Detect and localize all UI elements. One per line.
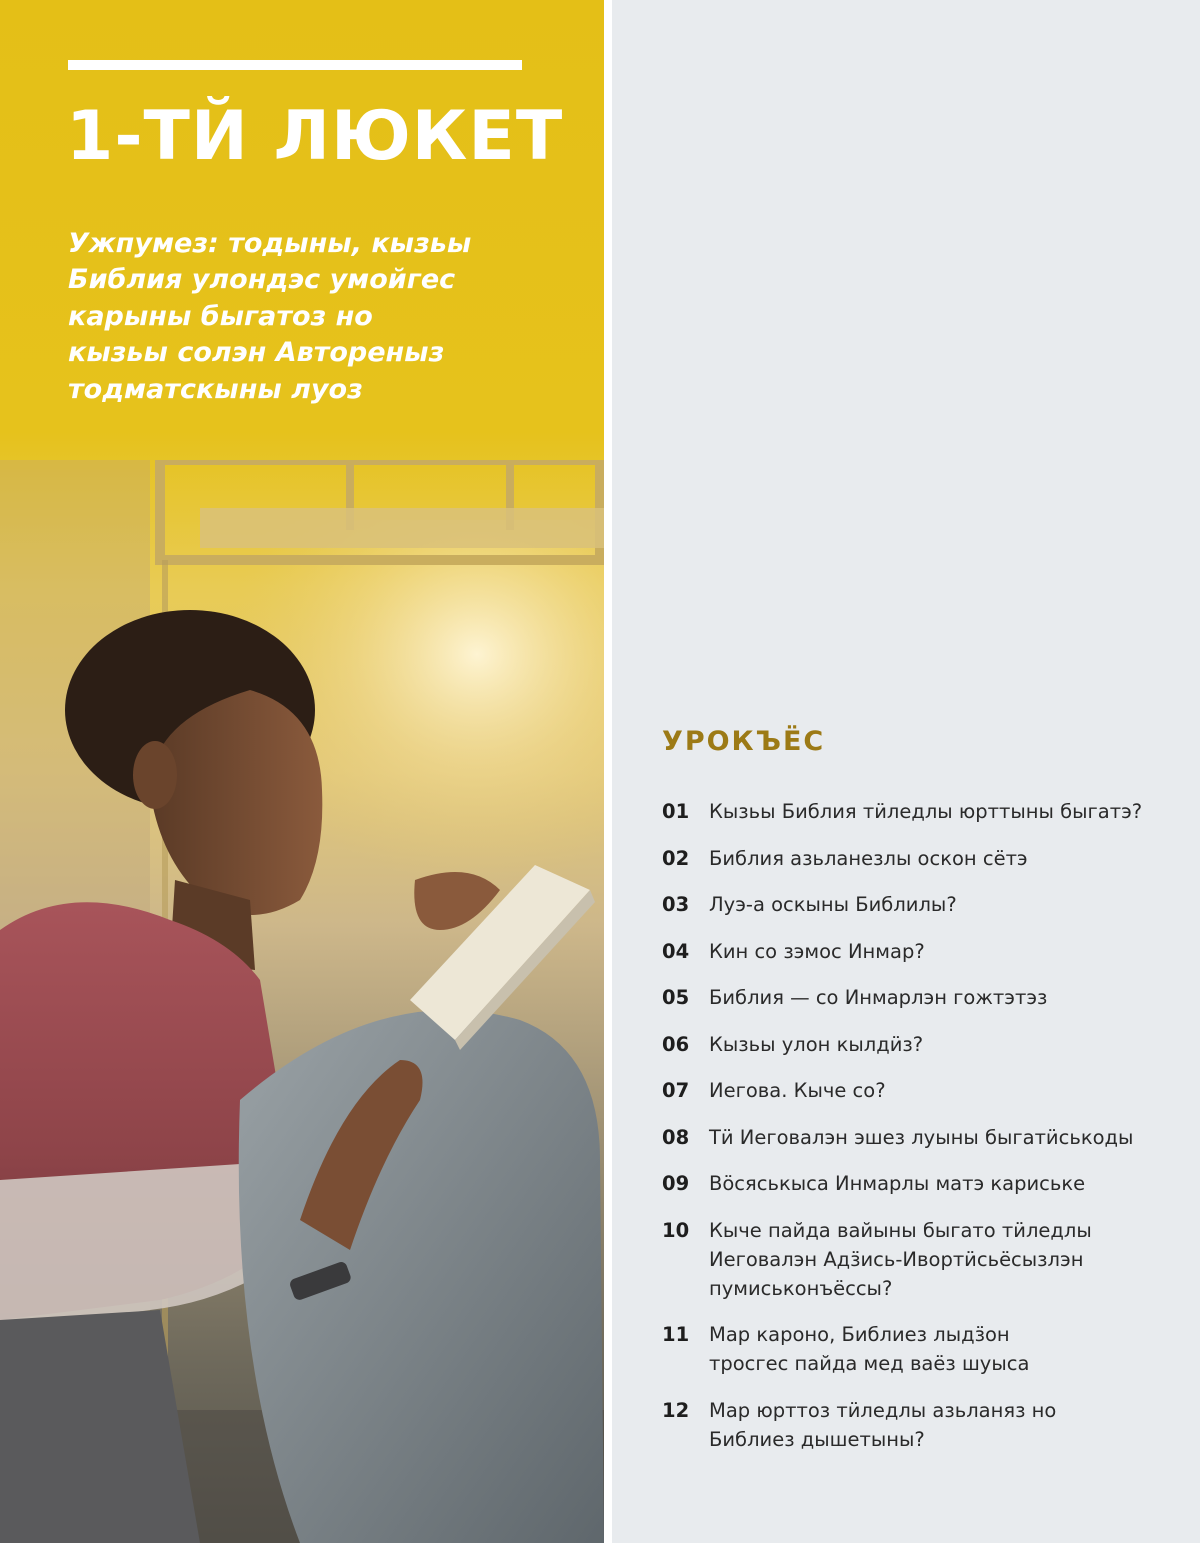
lesson-number: 03 [662, 893, 690, 916]
lesson-title: Мар юрттоз тӥледлы азьланяз но Библиез дышетыны? [709, 1398, 1057, 1451]
lesson-number: 07 [662, 1079, 690, 1102]
lesson-title: Кыче пайда вайыны быгато тӥледлы Иеговалэн Адӟись-Ивортӥсьёсызлэн пумиськонъёссы? [709, 1218, 1092, 1300]
lesson-title: Мар кароно, Библиез лыдӟон тросгес пайда мед ваёз шуыса [709, 1323, 1030, 1375]
lesson-item [662, 1030, 1182, 1059]
part-title: 1-ТЙ ЛЮКЕТ [66, 97, 564, 176]
panel-divider [604, 0, 612, 1543]
lesson-number: 10 [662, 1218, 690, 1242]
lesson-item [662, 1076, 1182, 1105]
lesson-item [662, 983, 1182, 1012]
lesson-item [662, 1216, 1182, 1303]
lesson-item [662, 1169, 1182, 1198]
lesson-title: Кызьы Библия тӥледлы юрттыны быгатэ? [709, 800, 1143, 823]
lesson-number: 02 [662, 846, 690, 870]
lesson-list [662, 797, 1182, 1471]
lesson-title: Луэ-а оскыны Библилы? [709, 893, 957, 916]
lesson-title: Кин со зэмос Инмар? [709, 939, 925, 963]
lesson-number: 11 [662, 1323, 690, 1346]
lesson-title: Кызьы улон кылдӥз? [709, 1032, 924, 1056]
lesson-title: Библия — со Инмарлэн гожтэтэз [709, 986, 1048, 1009]
part-subtitle: Ужпумез: тодыны, кызьы Библия улондэс умойгес карыны быгатоз но кызьы солэн Автореныз тодматскыны луоз [68, 228, 472, 405]
lesson-number: 06 [662, 1032, 690, 1056]
lesson-number: 09 [662, 1172, 690, 1195]
lesson-item [662, 1123, 1182, 1152]
lesson-title: Вӧсяськыса Инмарлы матэ кариське [709, 1172, 1086, 1195]
lesson-number: 04 [662, 939, 690, 963]
lesson-item [662, 1396, 1182, 1454]
lesson-item [662, 937, 1182, 966]
young-man-reading-illustration [0, 460, 604, 1543]
lesson-number: 12 [662, 1398, 690, 1422]
title-rule [68, 60, 522, 70]
lesson-number: 08 [662, 1125, 690, 1149]
lesson-number: 01 [662, 800, 690, 823]
lesson-item [662, 797, 1182, 826]
lessons-heading: УРОКЪЁС [662, 726, 826, 757]
lesson-item [662, 844, 1182, 873]
lesson-item [662, 1320, 1182, 1378]
lesson-item [662, 890, 1182, 919]
lesson-title: Библия азьланезлы оскон сётэ [709, 846, 1028, 870]
lesson-title: Тӥ Иеговалэн эшез луыны быгатӥськоды [709, 1125, 1134, 1149]
lesson-title: Иегова. Кыче со? [709, 1079, 886, 1102]
lesson-number: 05 [662, 986, 690, 1009]
